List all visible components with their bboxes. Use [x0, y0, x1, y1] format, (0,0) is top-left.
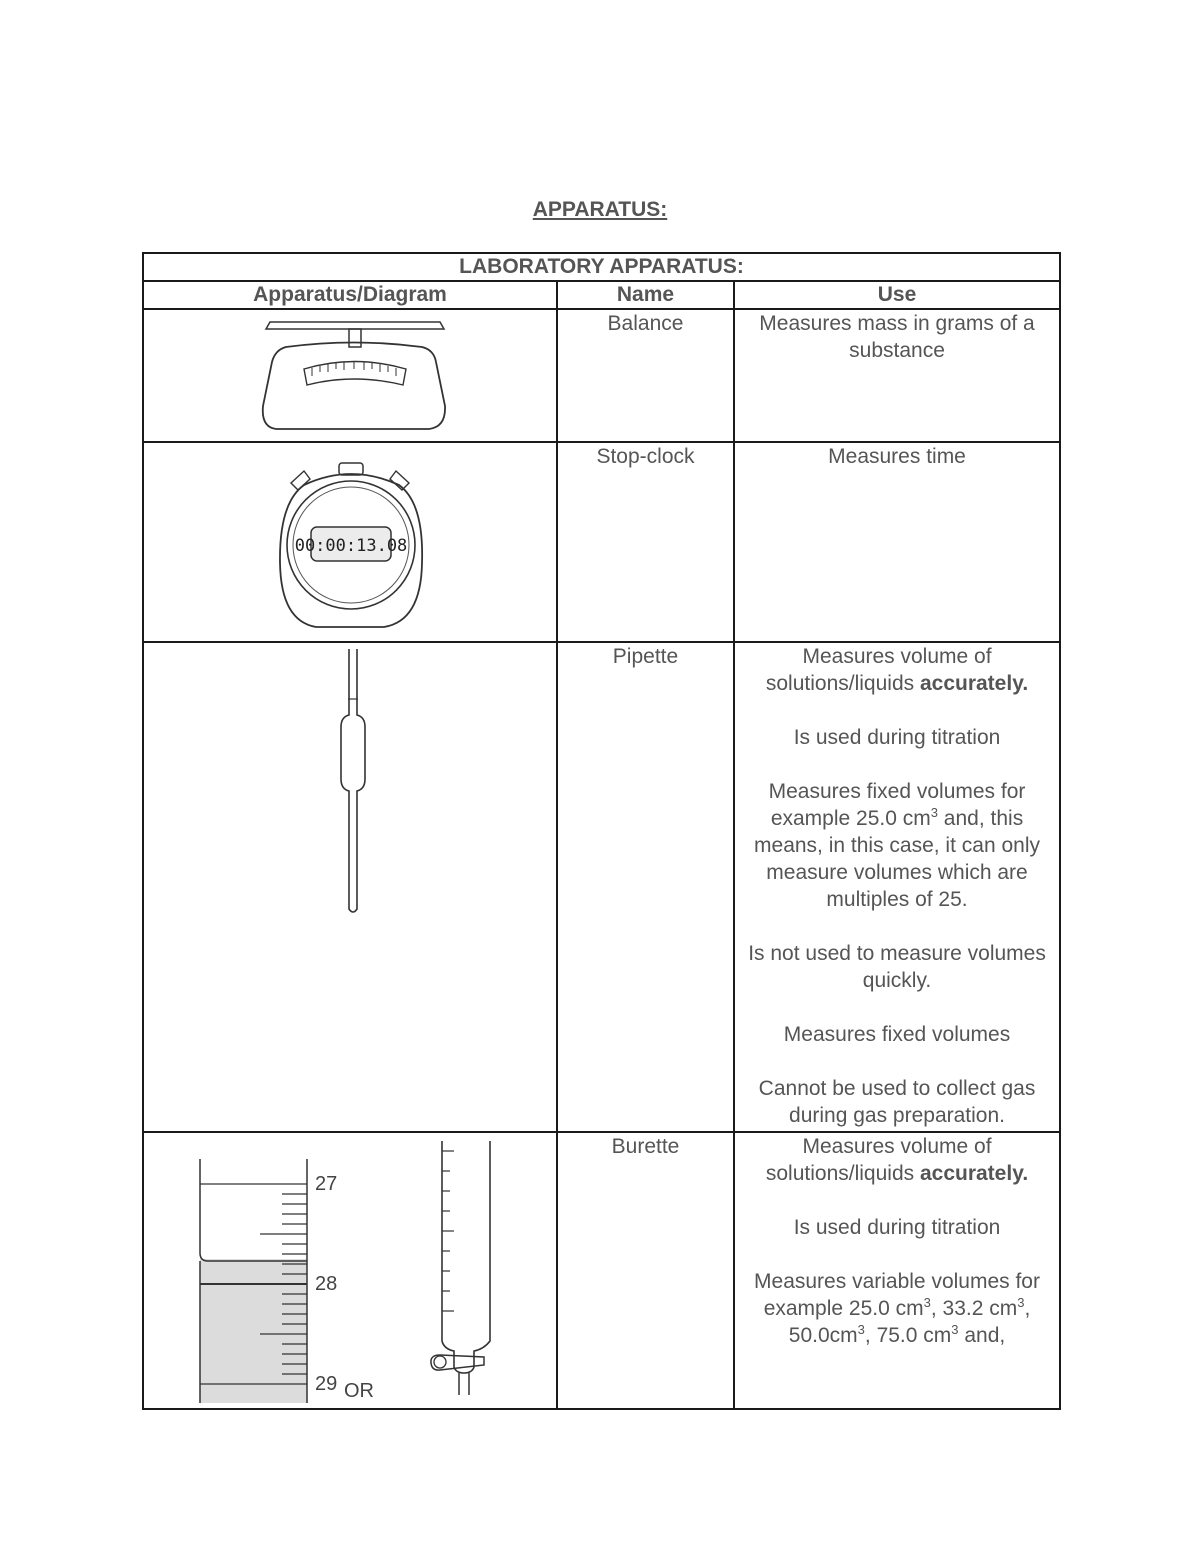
header-diagram: Apparatus/Diagram	[143, 281, 557, 309]
use-paragraph: Measures volume of solutions/liquids accurately.	[765, 1135, 1029, 1185]
apparatus-use	[734, 309, 1060, 442]
header-name: Name	[557, 281, 734, 309]
table-caption: LABORATORY APPARATUS:	[143, 253, 1060, 281]
stopwatch-display: 00:00:13.08	[294, 536, 408, 556]
header-use: Use	[734, 281, 1060, 309]
scale-label: 29	[315, 1373, 338, 1395]
page-title: APPARATUS:	[532, 198, 668, 221]
diagram-cell	[143, 1132, 557, 1409]
diagram-cell	[143, 309, 557, 442]
use-paragraph: Measures variable volumes for example 25.0 $cm^3$, 33.2 $cm^3$, $50.0cm^3$, 75.0 $cm^3$ and,	[754, 1270, 1040, 1347]
table-row	[143, 309, 1060, 442]
use-paragraph: Is not used to measure volumes quickly.	[748, 942, 1046, 992]
balance-icon	[144, 310, 556, 441]
scale-label: 27	[315, 1173, 338, 1195]
apparatus-use	[734, 442, 1060, 642]
stopwatch-icon	[144, 443, 556, 639]
diagram-cell	[143, 442, 557, 642]
apparatus-name: Balance	[557, 309, 734, 442]
diagram-cell	[143, 642, 557, 1132]
apparatus-name: Stop-clock	[557, 442, 734, 642]
use-paragraph: Is used during titration	[793, 726, 1001, 749]
apparatus-name: Pipette	[557, 642, 734, 1132]
use-paragraph: Cannot be used to collect gas during gas preparation.	[758, 1077, 1036, 1127]
use-paragraph: Measures fixed volumes	[783, 1023, 1011, 1046]
or-label: OR	[344, 1380, 374, 1402]
table-row	[143, 642, 1060, 1132]
apparatus-use	[734, 1132, 1060, 1409]
apparatus-use	[734, 642, 1060, 1132]
table-row	[143, 1132, 1060, 1409]
use-text: Measures mass in grams of a substance	[759, 312, 1035, 362]
use-paragraph: Measures volume of solutions/liquids accurately.	[765, 645, 1029, 695]
scale-label: 28	[315, 1273, 338, 1295]
apparatus-table	[142, 252, 1061, 1410]
table-row	[143, 442, 1060, 642]
use-paragraph: Measures fixed volumes for example 25.0 $cm^3$ and, this means, in this case, it can only measure volumes which are multiples of 25.	[754, 780, 1040, 911]
burette-icon	[144, 1133, 556, 1406]
use-paragraph: Is used during titration	[793, 1216, 1001, 1239]
use-text: Measures time	[828, 445, 966, 468]
apparatus-name: Burette	[557, 1132, 734, 1409]
pipette-icon	[144, 643, 556, 918]
